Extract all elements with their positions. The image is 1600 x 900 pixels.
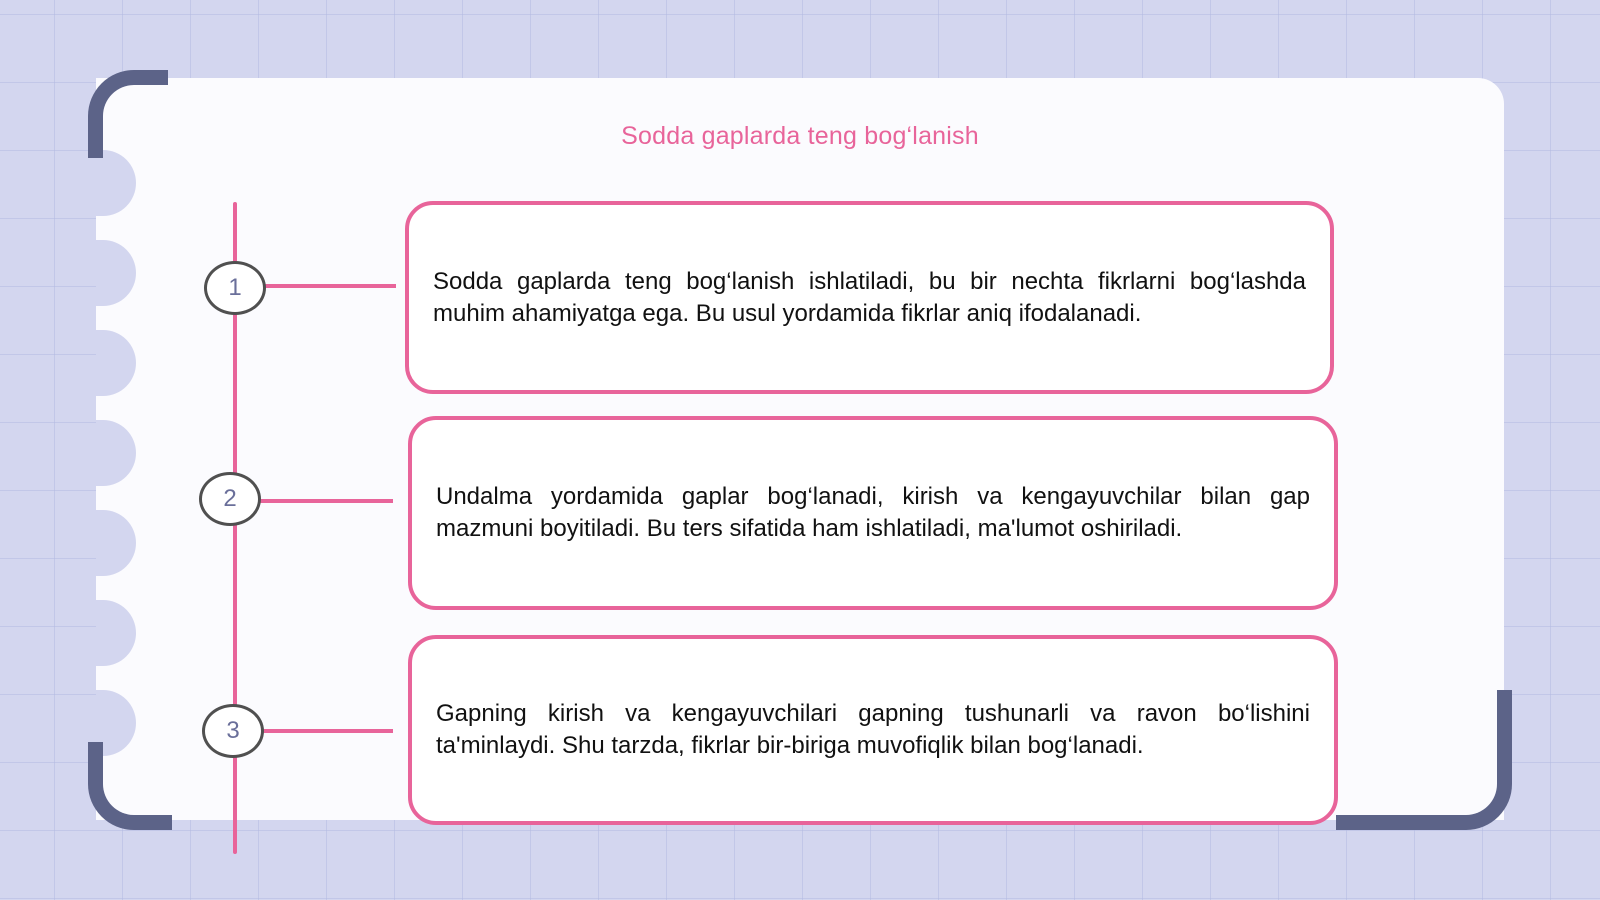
step-text: Undalma yordamida gaplar bog‘lanadi, kirish va kengayuvchilar bilan gap mazmuni boyitiladi. Bu ters sifatida ham ishlatiladi, ma'lumot oshiriladi. [436, 483, 1310, 542]
step-number-badge [204, 261, 266, 315]
frame-corner-bottom-right [1336, 690, 1512, 830]
step-number: 1 [228, 274, 242, 301]
step-text: Sodda gaplarda teng bog‘lanish ishlatiladi, bu bir nechta fikrlarni bog‘lashda muhim ahamiyatga ega. Bu usul yordamida fikrlar aniq ifodalanadi. [433, 267, 1306, 327]
step-card [408, 416, 1338, 610]
slide-title: Sodda gaplarda teng bog‘lanish [621, 122, 979, 150]
step-number: 2 [223, 485, 237, 512]
step-text: Gapning kirish va kengayuvchilari gapning tushunarli va ravon bo‘lishini ta'minlaydi. Shu tarzda, fikrlar bir-biriga muvofiqlik bilan bog‘lanadi. [436, 700, 1310, 759]
timeline-connector [258, 499, 393, 503]
step-number-badge [199, 472, 261, 526]
timeline-connector [262, 284, 396, 288]
step-number-badge [202, 704, 264, 758]
step-card [408, 635, 1338, 825]
step-card [405, 201, 1334, 394]
timeline-connector [262, 729, 393, 733]
step-number: 3 [226, 717, 240, 744]
